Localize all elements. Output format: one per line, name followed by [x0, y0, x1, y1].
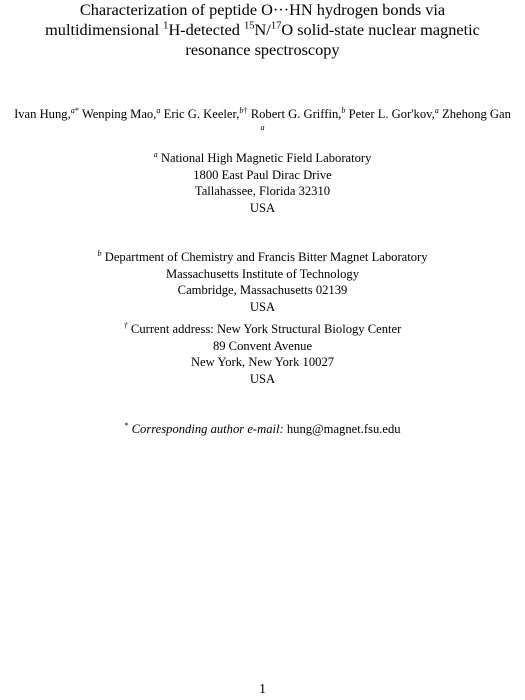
- corresponding-mark: *: [124, 420, 129, 430]
- isotope-superscript: 15: [243, 20, 255, 32]
- affiliation-line: USA: [249, 299, 276, 314]
- affiliation-a: [0, 150, 525, 216]
- affiliation-line: Tallahassee, Florida 32310: [194, 184, 331, 198]
- author-name: Zhehong Gan: [442, 107, 511, 121]
- affiliation-b: [0, 249, 525, 315]
- affiliation-line: 1800 East Paul Dirac Drive: [193, 167, 332, 182]
- author-name: Peter L. Gor'kov,: [348, 107, 435, 121]
- title-text: multidimensional: [45, 20, 164, 39]
- title-line-3: resonance spectroscopy: [185, 40, 340, 59]
- author-list: [0, 106, 525, 140]
- author-name: Wenping Mao,: [81, 107, 157, 121]
- affiliation-line: Cambridge, Massachusetts 02139: [177, 283, 348, 297]
- affiliation-mark: b: [239, 105, 244, 115]
- title-line-1: Characterization of peptide O···HN hydrogen bonds via: [79, 0, 446, 19]
- affiliation-mark: a: [434, 105, 439, 115]
- title-line-2: [0, 20, 525, 40]
- affiliation-mark: a: [156, 105, 161, 115]
- affiliation-line: $^a$ National High Magnetic Field Laboratory: [153, 149, 372, 165]
- correspondence-email[interactable]: hung@magnet.fsu.edu: [286, 422, 401, 436]
- correspondence-label: Corresponding author e-mail:: [131, 422, 284, 436]
- affiliation-line: USA: [249, 200, 276, 215]
- affiliation-mark: b: [341, 105, 346, 115]
- affiliation-mark: b: [97, 248, 102, 258]
- page-number: 1: [259, 682, 266, 697]
- affiliation-line: 89 Convent Avenue: [212, 338, 313, 353]
- affiliation-line: New York, New York 10027: [190, 355, 335, 369]
- affiliation-mark: a: [70, 105, 75, 115]
- affiliation-line: $^b$ Department of Chemistry and Francis Bitter Magnet Laboratory: [97, 248, 428, 264]
- author-name: Robert G. Griffin,: [250, 107, 342, 121]
- title-text: O solid-state nuclear magnetic: [281, 20, 480, 39]
- title-text: N/: [254, 20, 271, 39]
- dagger-mark: †: [243, 105, 248, 115]
- author-name: Eric G. Keeler,: [163, 107, 240, 121]
- correspondence-line: [0, 421, 525, 438]
- dagger-mark: †: [123, 320, 128, 330]
- author-line-2: [0, 123, 525, 140]
- affiliation-line: USA: [249, 371, 276, 386]
- correspondence-note: [0, 421, 525, 438]
- author-name: Ivan Hung,: [14, 107, 71, 121]
- isotope-superscript: 1: [163, 20, 169, 32]
- affiliation-line: Massachusetts Institute of Technology: [165, 266, 359, 281]
- affiliation-mark: a: [153, 149, 158, 159]
- affiliation-line: † Current address: New York Structural Biology Center: [123, 320, 402, 336]
- corresponding-mark: *: [74, 105, 79, 115]
- title-text: H-detected: [168, 20, 244, 39]
- affiliation-mark: a: [260, 122, 265, 132]
- isotope-superscript: 17: [270, 20, 282, 32]
- affiliation-current-address: [0, 321, 525, 387]
- author-line-1: [0, 106, 525, 123]
